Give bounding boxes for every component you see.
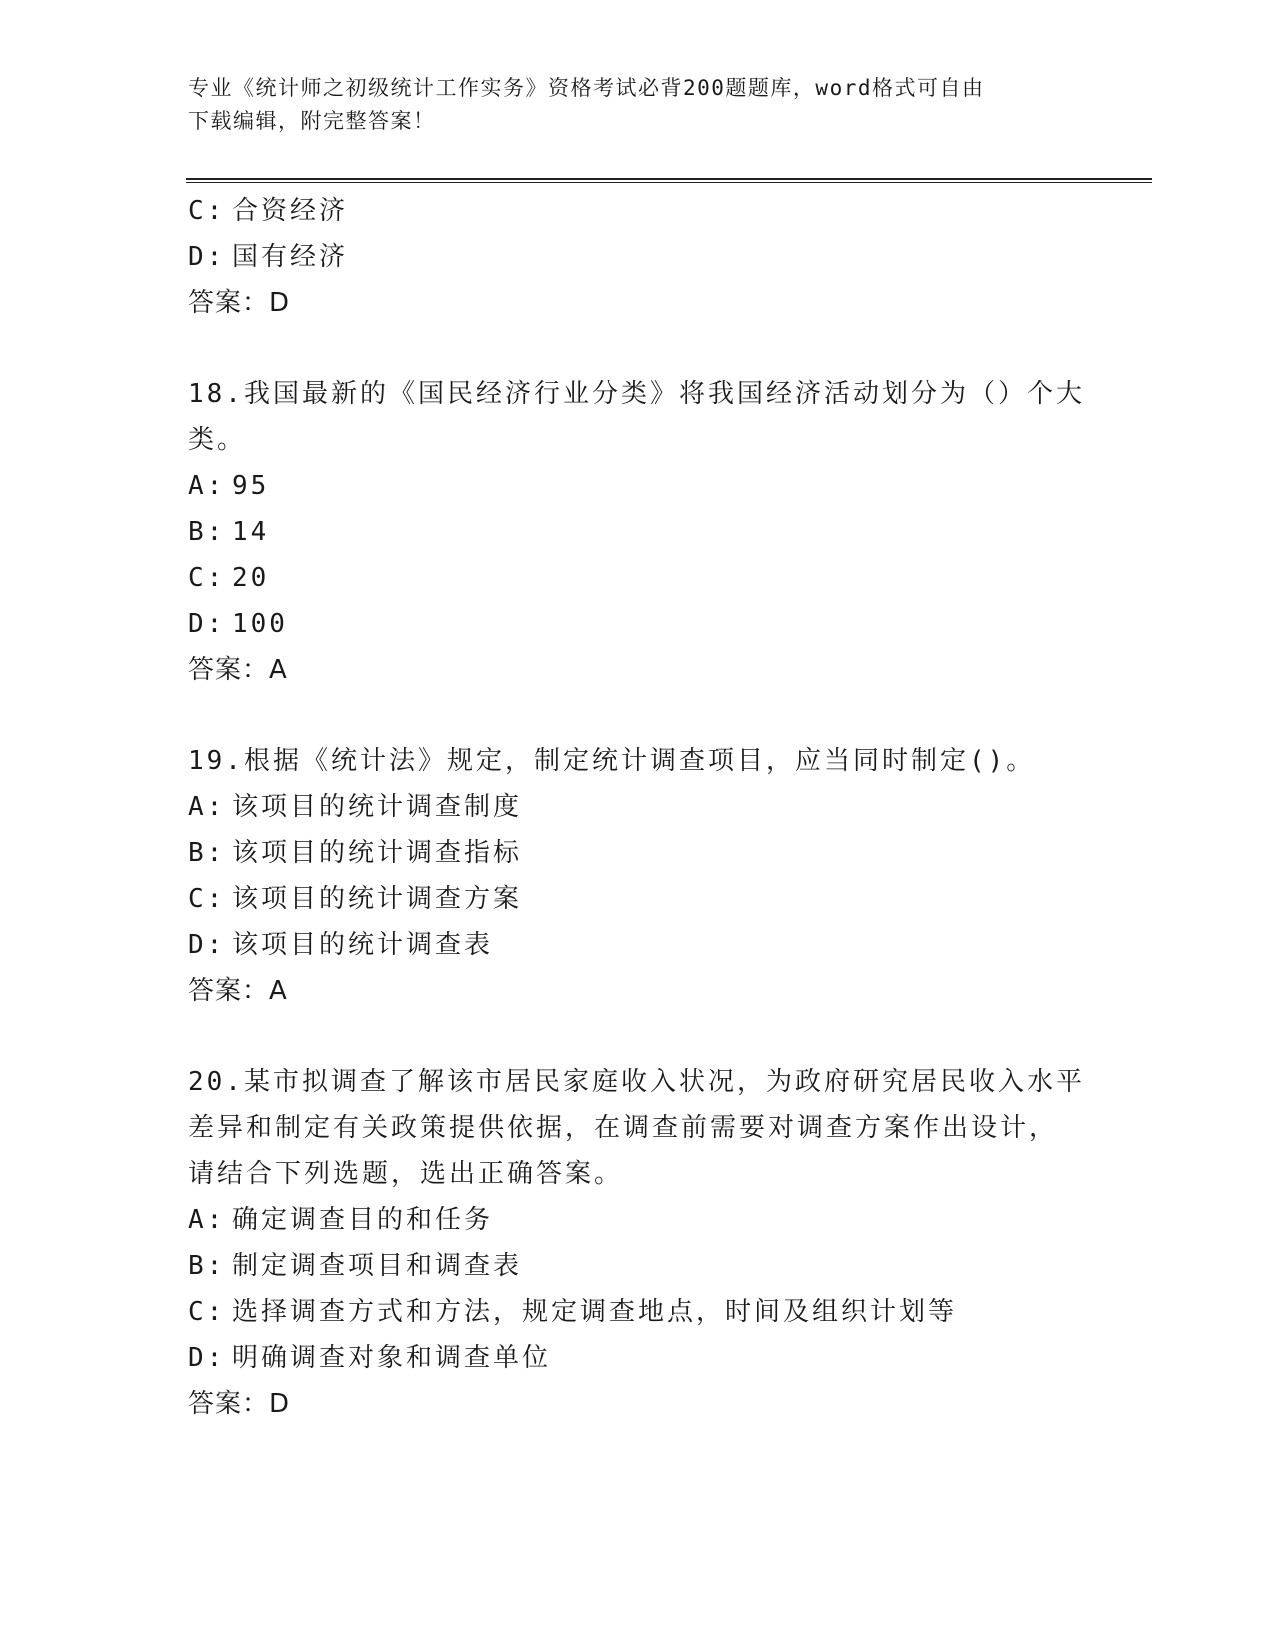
- option-label: D:: [188, 930, 226, 960]
- question-text-line: 18.我国最新的《国民经济行业分类》将我国经济活动划分为（）个大: [188, 379, 1085, 409]
- option-d: [188, 601, 1088, 647]
- question-text: [188, 371, 1088, 463]
- question-block-20: [188, 1059, 1088, 1427]
- question-text-line: 类。: [188, 425, 247, 455]
- option-label: C:: [188, 1297, 226, 1327]
- spacer: [188, 326, 1088, 371]
- option-text: 确定调查目的和任务: [232, 1205, 494, 1235]
- header-line-1: 专业《统计师之初级统计工作实务》资格考试必背200题题库，word格式可自由: [188, 76, 985, 100]
- option-text: 该项目的统计调查指标: [232, 838, 523, 868]
- option-label: B:: [188, 1251, 226, 1281]
- answer-line: 答案：A: [188, 976, 288, 1006]
- option-text: 20: [232, 563, 270, 593]
- answer-line: 答案：A: [188, 655, 288, 685]
- question-list: [188, 188, 1088, 1427]
- option-d: [188, 1335, 1088, 1381]
- option-label: A:: [188, 792, 226, 822]
- option-a: [188, 784, 1088, 830]
- option-label: C:: [188, 563, 226, 593]
- question-text: [188, 738, 1088, 784]
- header-line-2: 下载编辑，附完整答案！: [188, 109, 436, 133]
- header-divider: [186, 178, 1152, 183]
- question-text-line: 请结合下列选题，选出正确答案。: [188, 1159, 624, 1189]
- question-block-18: [188, 371, 1088, 693]
- option-b: [188, 509, 1088, 555]
- option-d: [188, 234, 1088, 280]
- option-label: B:: [188, 517, 226, 547]
- option-label: D:: [188, 1343, 226, 1373]
- option-label: A:: [188, 1205, 226, 1235]
- answer-line: 答案：D: [188, 1389, 291, 1419]
- option-c: [188, 555, 1088, 601]
- question-text: [188, 1059, 1088, 1197]
- option-a: [188, 463, 1088, 509]
- spacer: [188, 1014, 1088, 1059]
- option-c: [188, 188, 1088, 234]
- option-label: C:: [188, 884, 226, 914]
- spacer: [188, 693, 1088, 738]
- option-label: A:: [188, 471, 226, 501]
- question-text-line: 差异和制定有关政策提供依据，在调查前需要对调查方案作出设计，: [188, 1113, 1059, 1143]
- answer-line: 答案：D: [188, 288, 291, 318]
- option-text: 制定调查项目和调查表: [232, 1251, 523, 1281]
- option-b: [188, 830, 1088, 876]
- option-text: 选择调查方式和方法，规定调查地点，时间及组织计划等: [232, 1297, 958, 1327]
- question-block-19: [188, 738, 1088, 1014]
- option-d: [188, 922, 1088, 968]
- option-label: D:: [188, 242, 226, 272]
- document-header: [188, 72, 1068, 138]
- option-text: 该项目的统计调查方案: [232, 884, 523, 914]
- option-label: B:: [188, 838, 226, 868]
- option-b: [188, 1243, 1088, 1289]
- option-text: 合资经济: [232, 196, 349, 226]
- option-c: [188, 876, 1088, 922]
- option-c: [188, 1289, 1088, 1335]
- option-a: [188, 1197, 1088, 1243]
- option-text: 该项目的统计调查表: [232, 930, 494, 960]
- option-text: 100: [232, 609, 288, 639]
- option-text: 该项目的统计调查制度: [232, 792, 523, 822]
- option-text: 明确调查对象和调查单位: [232, 1343, 552, 1373]
- option-label: C:: [188, 196, 226, 226]
- option-label: D:: [188, 609, 226, 639]
- option-text: 国有经济: [232, 242, 349, 272]
- question-text-line: 20.某市拟调查了解该市居民家庭收入状况，为政府研究居民收入水平: [188, 1067, 1085, 1097]
- option-text: 14: [232, 517, 270, 547]
- question-block-17: [188, 188, 1088, 326]
- question-text-line: 19.根据《统计法》规定，制定统计调查项目，应当同时制定()。: [188, 746, 1036, 776]
- option-text: 95: [232, 471, 270, 501]
